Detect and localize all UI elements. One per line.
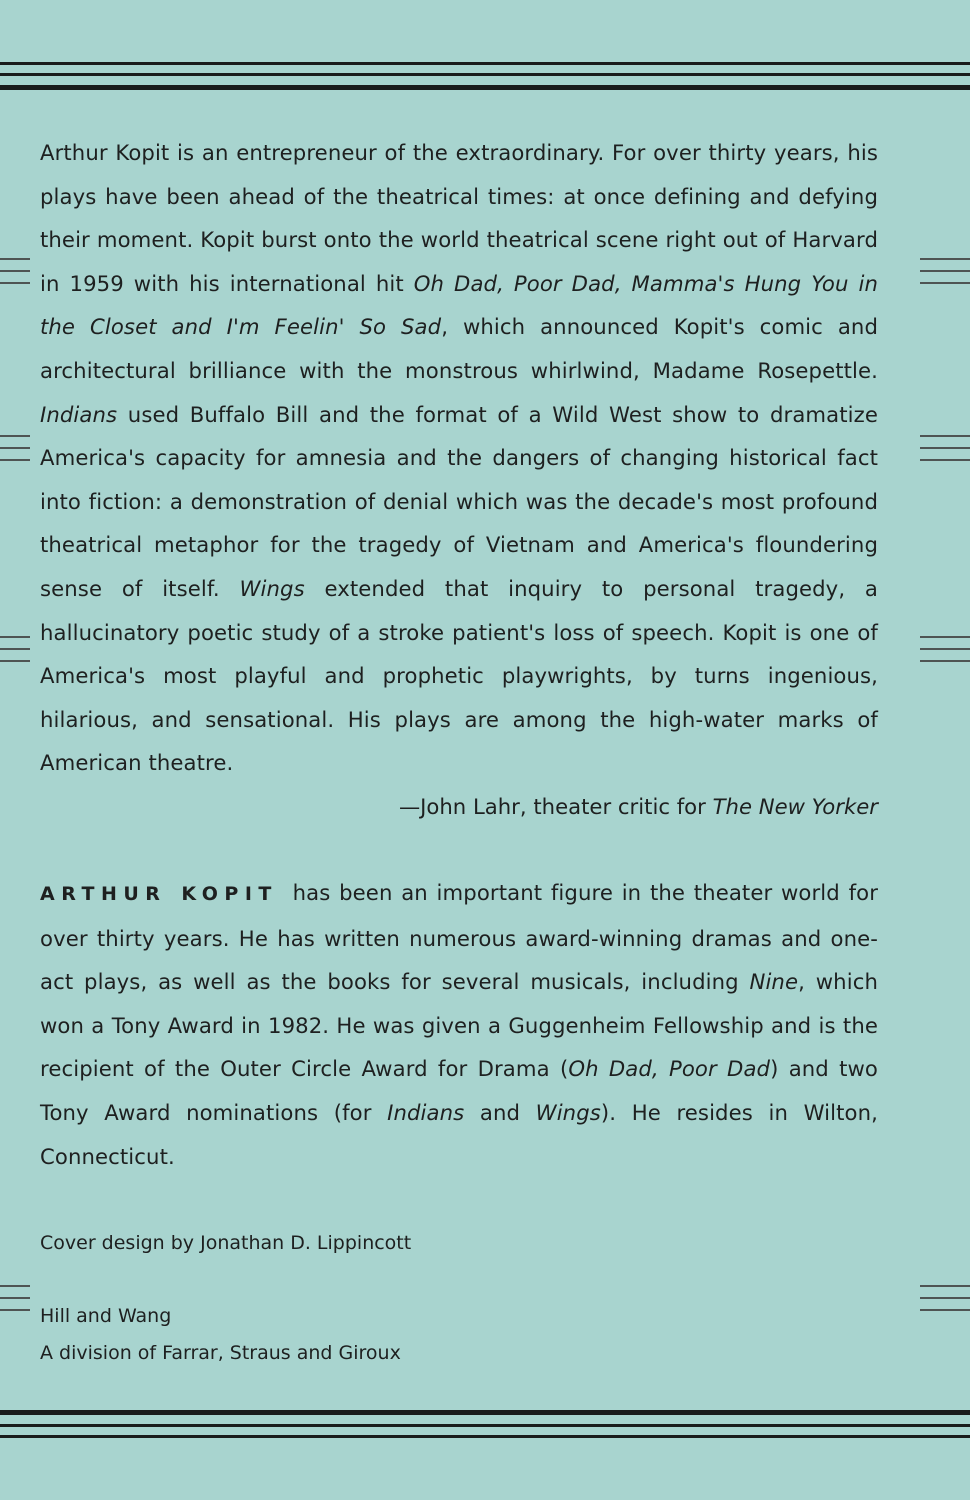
title-indians: Indians — [40, 401, 118, 427]
publisher-name: Hill and Wang — [40, 1305, 172, 1327]
attribution-publication: The New Yorker — [712, 794, 878, 819]
bio-title-wings: Wings — [535, 1099, 601, 1125]
bio-title-indians: Indians — [387, 1099, 465, 1125]
right-tick-marks-4 — [920, 1285, 970, 1315]
publisher-division: A division of Farrar, Straus and Giroux — [40, 1342, 401, 1364]
left-tick-marks-3 — [0, 636, 30, 666]
bio-text-5: ). He resides in Wilton, Connecticut. — [40, 1099, 878, 1169]
top-rule-thick — [0, 85, 970, 90]
bio-text-3: ) and two Tony Award nominations (for — [40, 1056, 878, 1125]
right-tick-marks-1 — [920, 258, 970, 288]
bio-text-4: and — [464, 1099, 536, 1125]
title-nine: Nine — [749, 969, 799, 995]
bio-text-2: , which won a Tony Award in 1982. He was given a Guggenheim Fellowship and is the recipient of the Outer Circle Award for Drama ( — [40, 969, 878, 1082]
left-tick-marks-1 — [0, 258, 30, 288]
bottom-rule-mid — [0, 1424, 970, 1427]
author-bio — [40, 871, 878, 1178]
author-name: ARTHUR KOPIT — [40, 883, 278, 905]
bio-text-1: has been an important figure in the theater world for over thirty years. He has written numerous award-winning dramas and one-act plays, as well as the books for several musicals, including — [40, 880, 879, 995]
review-text-3: used Buffalo Bill and the format of a Wild West show to dramatize America's capacity for amnesia and the dangers of changing historical fact into fiction: a demonstration of denial which was the decade's most profound theatrical metaphor for the tragedy of Vietnam and America's floundering sense of itself. — [40, 401, 878, 601]
review-text-2: , which announced Kopit's comic and architectural brilliance with the monstrous whirlwind, Madame Rosepettle. — [40, 314, 878, 383]
title-wings: Wings — [239, 575, 305, 601]
bottom-rule-thin — [0, 1435, 970, 1438]
review-quote — [40, 131, 878, 785]
bottom-rule-thick — [0, 1410, 970, 1415]
review-text-1: Arthur Kopit is an entrepreneur of the extraordinary. For over thirty years, his plays have been ahead of the theatrical times: at once defining and defying their moment. Kopit burst onto the world theatrical scene right out of Harvard in 1959 with his international hit — [40, 140, 878, 296]
review-attribution — [40, 785, 878, 829]
left-tick-marks-4 — [0, 1285, 30, 1315]
top-rule-mid — [0, 73, 970, 76]
right-tick-marks-2 — [920, 435, 970, 465]
review-text-4: extended that inquiry to personal tragedy, a hallucinatory poetic study of a stroke patient's loss of speech. Kopit is one of America's most playful and prophetic playwrights, by turns ingenious, hilarious, and sensational. His plays are among the high-water marks of American theatre. — [40, 575, 878, 776]
cover-design-credit: Cover design by Jonathan D. Lippincott — [40, 1232, 412, 1254]
title-oh-dad-short: Oh Dad, Poor Dad — [568, 1056, 771, 1082]
right-tick-marks-3 — [920, 636, 970, 666]
title-oh-dad: Oh Dad, Poor Dad, Mamma's Hung You in the Closet and I'm Feelin' So Sad — [40, 270, 878, 340]
left-tick-marks-2 — [0, 435, 30, 465]
attribution-prefix: —John Lahr, theater critic for — [398, 794, 713, 819]
top-rule-thin — [0, 62, 970, 65]
